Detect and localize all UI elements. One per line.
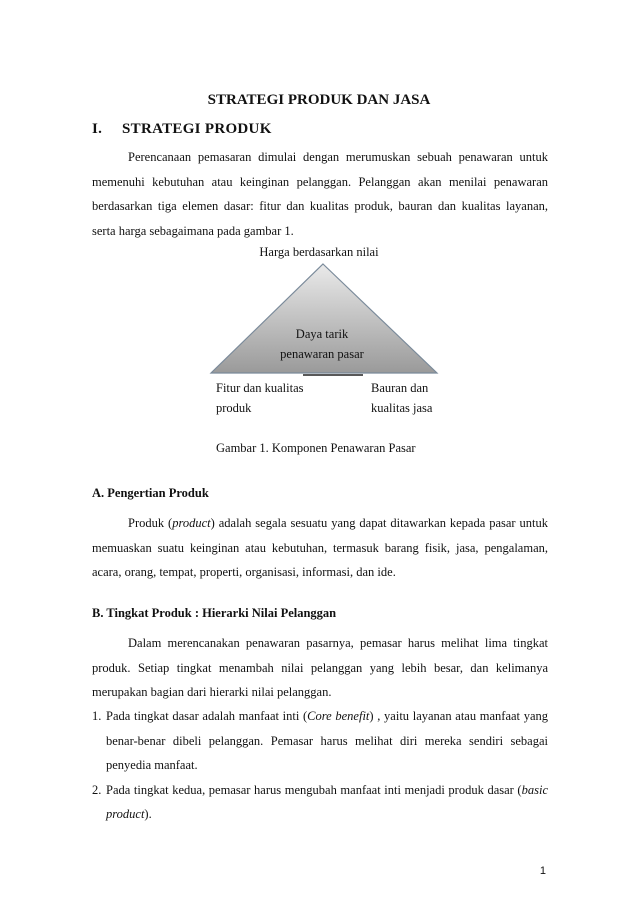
intro-paragraph — [92, 145, 548, 243]
list-item-number: 1. — [92, 709, 102, 723]
list-item-text-b: ) , yaitu layanan atau manfaat yang benar-benar dibeli pelanggan. Pemasar harus melihat diri mereka sendiri sebagai penyedia manfaat. — [106, 709, 548, 772]
paragraph-pengertian-produk — [92, 511, 548, 585]
subsection-heading-b: B. Tingkat Produk : Hierarki Nilai Pelanggan — [92, 606, 337, 620]
level-list — [92, 704, 548, 827]
list-item-text — [106, 778, 548, 827]
pengertian-text-1: Produk ( — [128, 516, 173, 530]
right-label-line-2: kualitas jasa — [371, 401, 433, 415]
list-item — [92, 704, 548, 778]
section-title: STRATEGI PRODUK — [122, 121, 272, 137]
center-label-line-1: Daya tarik — [295, 327, 349, 341]
left-label-line-1: Fitur dan kualitas — [216, 381, 304, 395]
paragraph-tingkat-produk — [92, 631, 548, 705]
figure-caption: Gambar 1. Komponen Penawaran Pasar — [216, 441, 416, 455]
list-item-text-a: Pada tingkat kedua, pemasar harus mengubah manfaat inti menjadi produk dasar ( — [106, 782, 522, 797]
pengertian-italic: product — [172, 516, 211, 530]
left-label-line-2: produk — [216, 401, 252, 415]
figure-center-label — [262, 324, 382, 364]
subsection-heading-a: A. Pengertian Produk — [92, 486, 209, 500]
right-label-line-1: Bauran dan — [371, 381, 429, 395]
document-title: STRATEGI PRODUK DAN JASA — [207, 92, 431, 108]
center-label-line-2: penawaran pasar — [280, 347, 364, 361]
intro-text: Perencanaan pemasaran dimulai dengan merumuskan sebuah penawaran untuk memenuhi kebutuhan atau keinginan pelanggan. Pelanggan akan menilai penawaran berdasarkan tiga elemen dasar: fitur dan kualitas produk, bauran dan kualitas layanan, serta harga sebagaimana pada gambar 1. — [92, 150, 548, 238]
section-heading-strategi-produk — [92, 121, 272, 138]
section-number: I. — [92, 121, 103, 137]
list-item-number: 2. — [92, 782, 102, 797]
list-item-italic: basic product — [106, 782, 548, 821]
figure-right-label — [371, 378, 432, 418]
list-item-text — [106, 704, 548, 778]
list-item-text-a: Pada tingkat dasar adalah manfaat inti ( — [106, 709, 308, 723]
figure-left-label — [216, 378, 304, 418]
pengertian-text-2: ) adalah segala sesuatu yang dapat ditawarkan kepada pasar untuk memuaskan suatu keinginan atau kebutuhan, termasuk barang fisik, jasa, pengalaman, acara, orang, tempat, properti, organisasi, informasi, dan ide. — [92, 516, 548, 579]
tingkat-intro-text: Dalam merencanakan penawaran pasarnya, pemasar harus melihat lima tingkat produk. Setiap tingkat menambah nilai pelanggan yang lebih besar, dan kelimanya merupakan bagian dari hierarki nilai pelanggan. — [92, 636, 548, 699]
page-number: 1 — [539, 865, 546, 877]
list-item — [92, 778, 548, 827]
list-item-text-b: ). — [144, 807, 152, 821]
figure-top-label: Harga berdasarkan nilai — [259, 245, 379, 259]
list-item-italic: Core benefit — [307, 709, 370, 723]
